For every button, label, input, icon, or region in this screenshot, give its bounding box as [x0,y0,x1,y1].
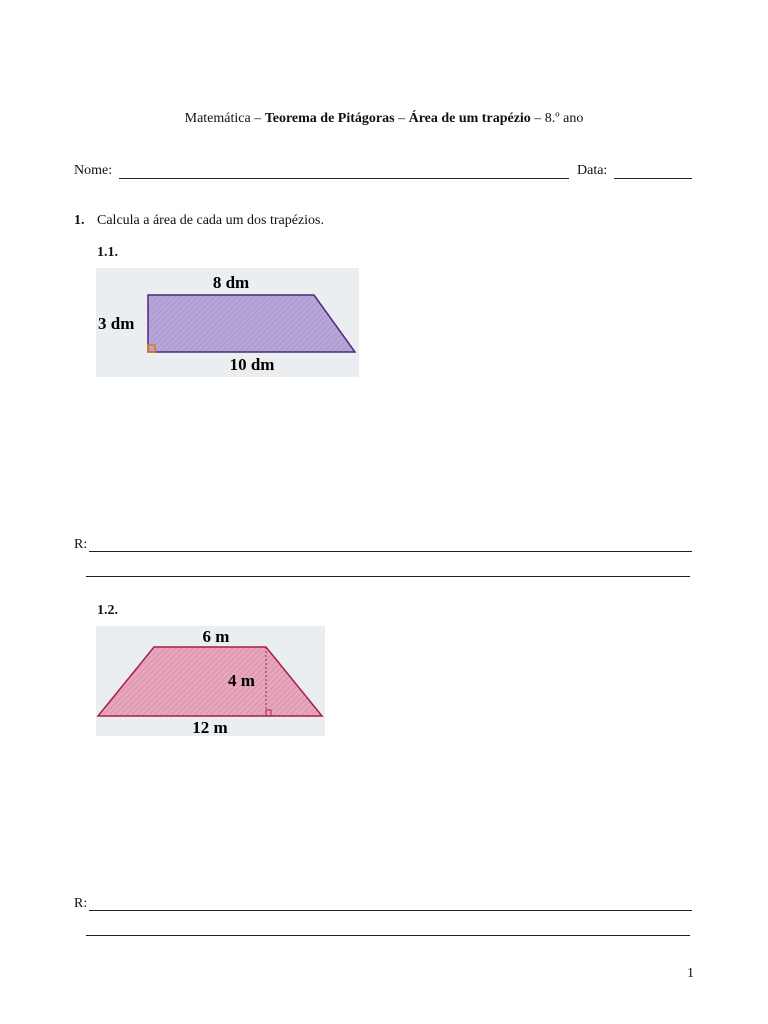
answer-label-1-2: R: [74,896,88,911]
label-top-base: 8 dm [212,273,250,292]
answer-label-1-1: R: [74,537,88,552]
answer-line-1-1-b[interactable] [86,576,690,577]
page-title [0,111,768,127]
label-top-base: 6 m [202,627,230,646]
label-height: 4 m [228,671,255,690]
answer-line-1-2-b[interactable] [86,935,690,936]
question-text: Calcula a área de cada um dos trapézios. [97,213,325,228]
trapezoid-2-drawing [96,626,325,736]
topic-pythagoras: Teorema de Pitágoras [264,111,395,126]
topic-trapezoid-area: Área de um trapézio [408,111,531,126]
grade-text: 8.º ano [544,111,584,126]
date-label: Data: [577,163,608,178]
name-label: Nome: [74,163,113,178]
name-field[interactable] [119,178,569,179]
trapezoid-figure-1 [96,268,359,377]
title-separator: – [394,111,409,126]
title-separator: – [530,111,545,126]
label-bottom-base: 12 m [192,718,228,736]
label-height-side: 3 dm [98,314,135,333]
item-label-1-1: 1.1. [97,245,118,260]
date-field[interactable] [614,178,692,179]
trapezoid-figure-2 [96,626,325,736]
label-bottom-base: 10 dm [229,355,275,374]
page-number: 1 [687,966,694,981]
trapezoid-1-drawing [96,268,359,377]
subject-text: Matemática [184,111,251,126]
item-label-1-2: 1.2. [97,603,118,618]
question-number: 1. [74,213,85,228]
answer-line-1-1-a[interactable] [89,551,692,552]
title-separator: – [250,111,265,126]
trapezoid-1-outline [148,295,355,352]
answer-line-1-2-a[interactable] [89,910,692,911]
trapezoid-2-outline [98,647,322,716]
